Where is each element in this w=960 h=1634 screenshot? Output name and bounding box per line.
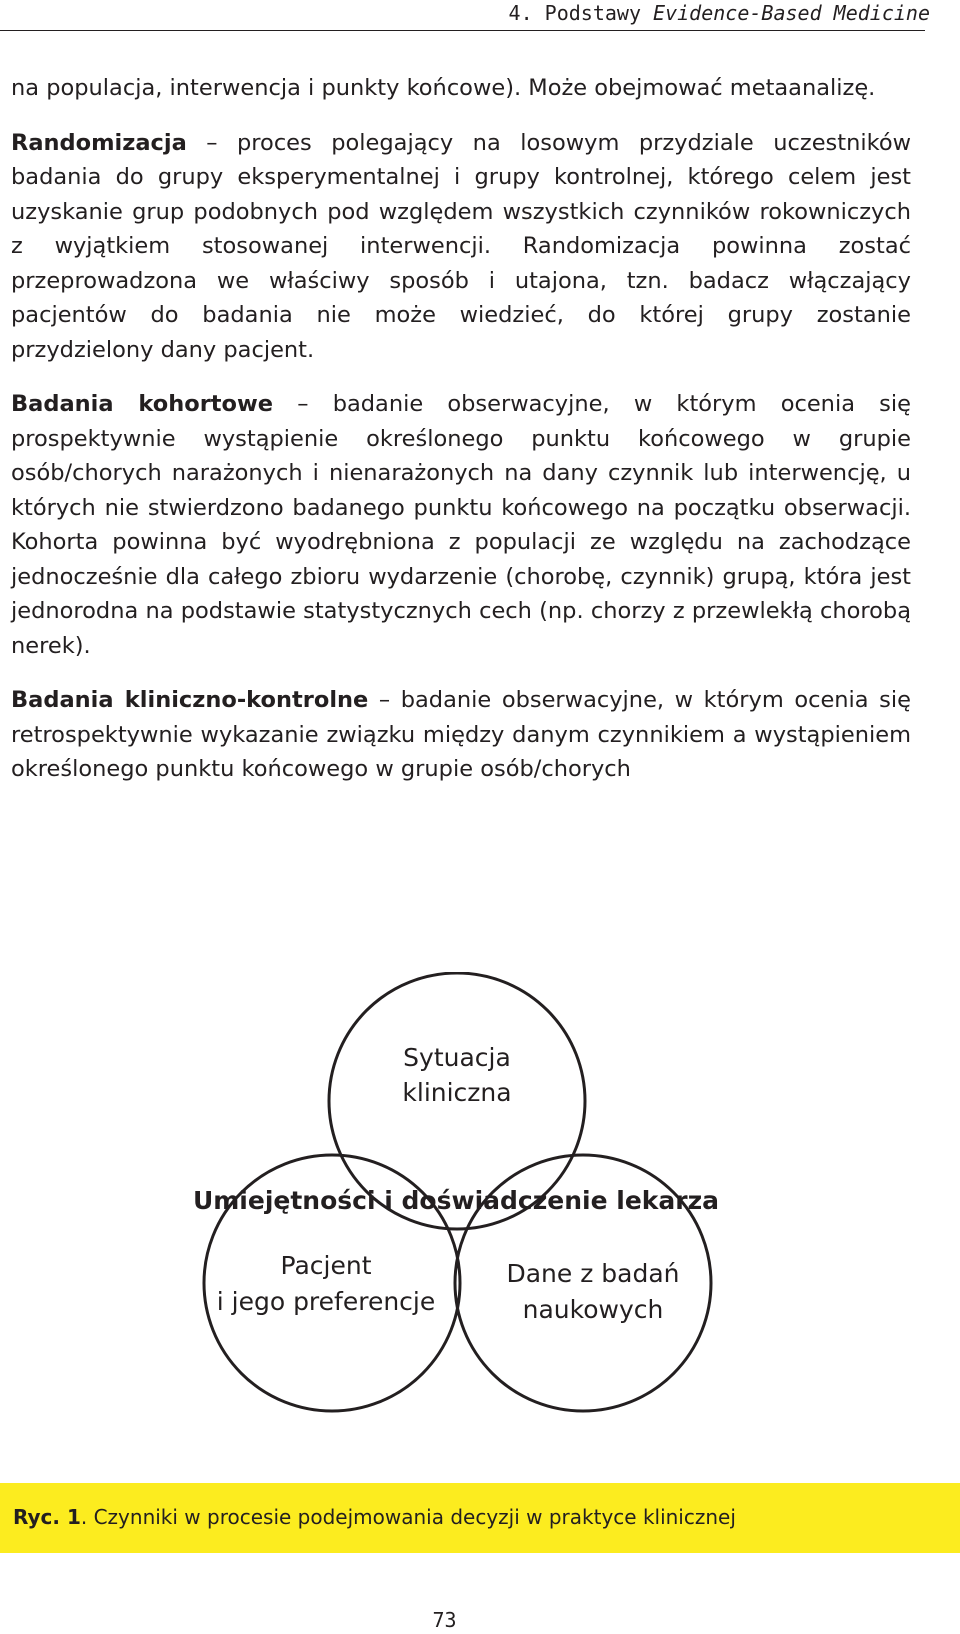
paragraph-randomizacja [11,126,911,368]
figure-caption-dot: . [80,1505,88,1529]
page-number: 73 [432,1608,457,1632]
term-badania-kohortowe: Badania kohortowe [11,391,274,417]
paragraph-continuation: na populacja, interwencja i punkty końcowe). Może obejmować metaanalizę. [11,75,876,101]
definition-randomizacja: – proces polegający na losowym przydziale uczestników badania do grupy eksperymentalnej i grupy kontrolnej, którego celem jest uzyskanie grup podobnych pod względem wszystkich czynników rokowniczych z wyjątkiem stosowanej interwencji. Randomizacja powinna zostać przeprowadzona we właściwy sposób i utajona, tzn. badacz włączający pacjentów do badania nie może wiedzieć, do której grupy zostanie przydzielony dany pacjent. [11,129,911,363]
figure-caption-bar [0,1483,960,1553]
figure-caption-label: Ryc. 1 [13,1505,81,1529]
venn-label-left-line2: i jego preferencje [216,1287,436,1316]
venn-label-right-line1: Dane z badań [506,1259,680,1288]
paragraph-badania-kliniczno-kontrolne [11,683,911,787]
term-badania-kliniczno-kontrolne: Badania kliniczno-kontrolne [11,687,369,713]
venn-label-center: Umiejętności i doświadczenie lekarza [192,1186,720,1215]
body-text-top [11,71,911,787]
figure-caption [13,1503,736,1531]
running-header [509,0,930,28]
term-randomizacja: Randomizacja [11,129,187,156]
running-header-italic: Evidence-Based Medicine [653,1,930,25]
figure-caption-text: Czynniki w procesie podejmowania decyzji w praktyce klinicznej [87,1505,736,1529]
venn-label-right-line2: naukowych [522,1295,664,1324]
venn-label-top-line1: Sytuacja [403,1043,511,1072]
venn-diagram [190,972,770,1432]
definition-badania-kohortowe: – badanie obserwacyjne, w którym ocenia się prospektywnie wystąpienie określonego punktu końcowego w grupie osób/chorych narażonych i nienarażonych na dany czynnik lub interwencję, u których nie stwierdzono badanego punktu końcowego na początku obserwacji. Kohorta powinna być wyodrębniona z populacji ze względu na zachodzące jednocześnie dla całego zbioru wydarzenie (chorobę, czynnik) grupą, która jest jednorodna na podstawie statystycznych cech (np. chorzy z przewlekłą chorobą nerek). [11,391,911,659]
venn-label-top-line2: kliniczna [402,1078,512,1107]
venn-label-left-line1: Pacjent [280,1251,372,1280]
paragraph-badania-kohortowe [11,387,911,663]
definition-badania-kliniczno-kontrolne: – badanie obserwacyjne, w którym ocenia się retrospektywnie wykazanie związku między danym czynnikiem a wystąpieniem określonego punktu końcowego w grupie osób/chorych [11,687,912,782]
running-header-chapter: 4. Podstawy [508,1,654,25]
header-rule [0,30,925,31]
